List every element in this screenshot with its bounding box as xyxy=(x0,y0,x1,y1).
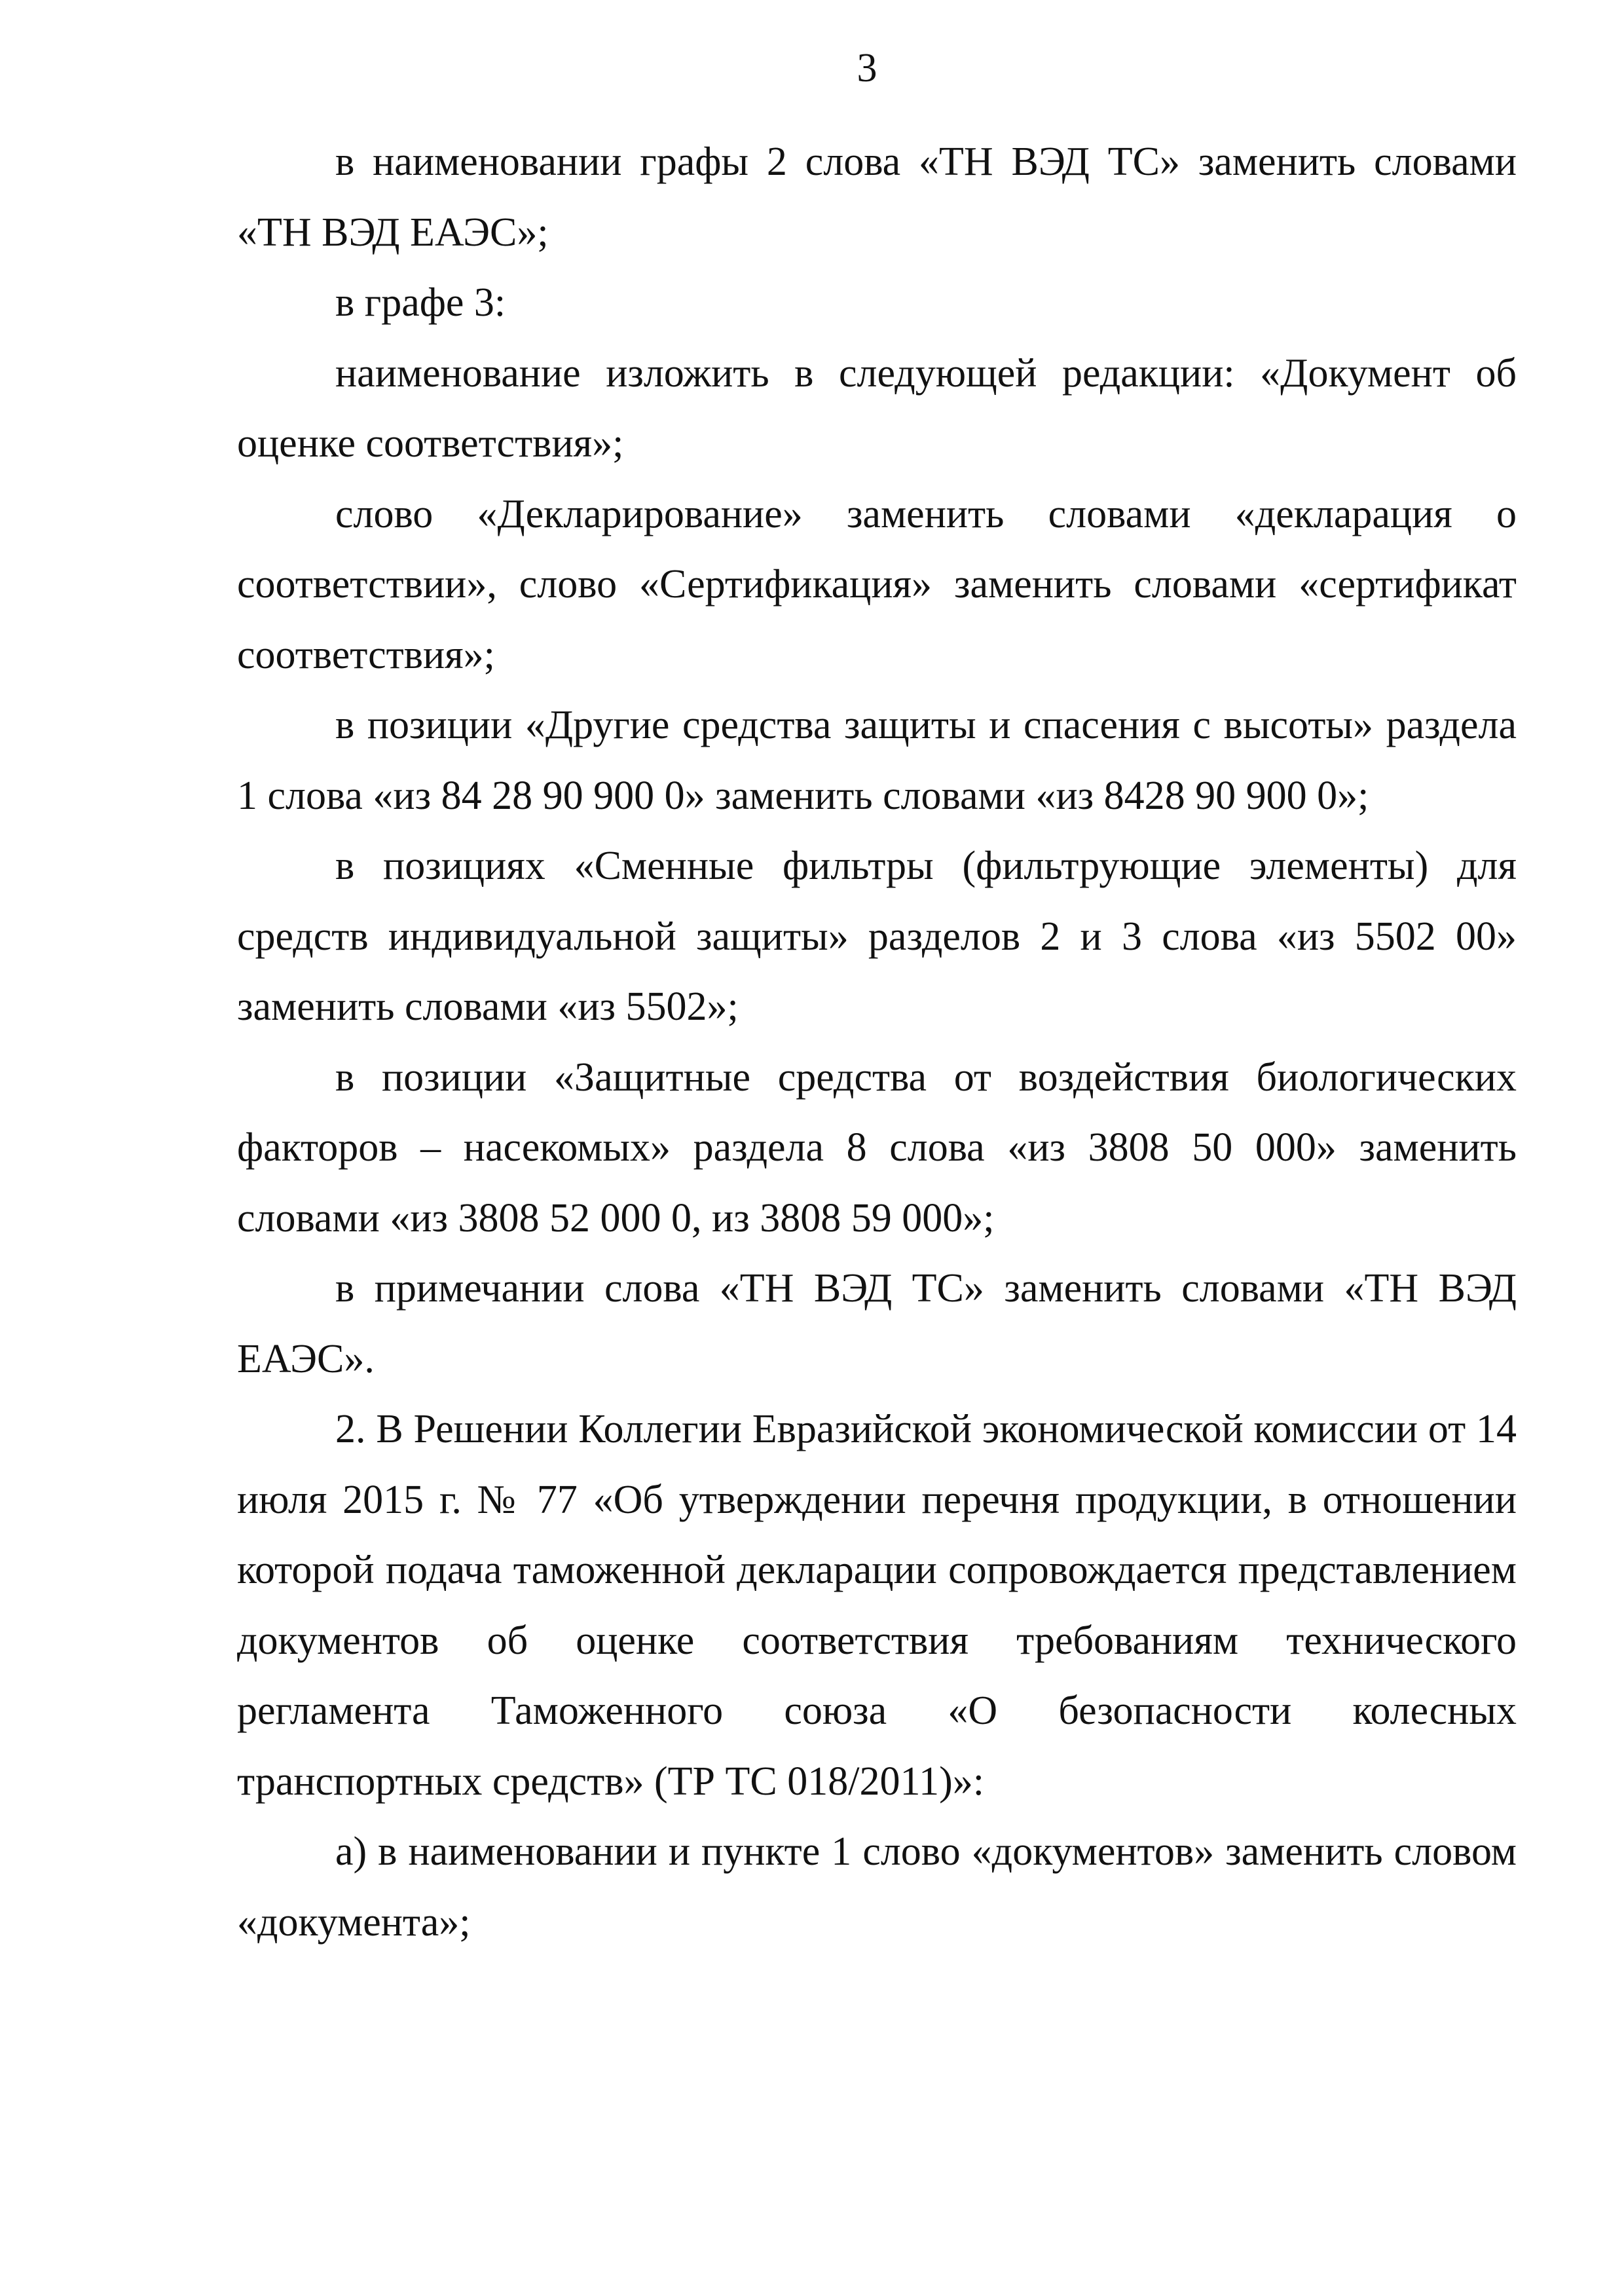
paragraph-insect-protection: в позиции «Защитные средства от воздействия биологических факторов – насекомых» раздела 8 слова «из 3808 50 000» заменить словами «из 3808 52 000 0, из 3808 59 000»; xyxy=(237,1054,1517,1241)
paragraph-note: в примечании слова «ТН ВЭД ТС» заменить словами «ТН ВЭД ЕАЭС». xyxy=(237,1266,1517,1381)
paragraph-height-protection: в позиции «Другие средства защиты и спасения с высоты» раздела 1 слова «из 84 28 90 900 0» заменить словами «из 8428 90 900 0»; xyxy=(237,703,1517,818)
paragraph-item-a: а) в наименовании и пункте 1 слово «документов» заменить словом «документа»; xyxy=(237,1829,1517,1945)
document-body xyxy=(237,127,1517,1958)
paragraph-hs-code-column-2: в наименовании графы 2 слова «ТН ВЭД ТС» заменить словами «ТН ВЭД ЕАЭС»; xyxy=(237,140,1517,255)
paragraph-declaration-certificate: слово «Декларирование» заменить словами «декларация о соответствии», слово «Сертификация» заменить словами «сертификат соответствия»; xyxy=(237,491,1517,677)
paragraph-column-3: в графе 3: xyxy=(335,280,506,325)
page-number: 3 xyxy=(857,46,877,90)
paragraph-title-edit: наименование изложить в следующей редакции: «Документ об оценке соответствия»; xyxy=(237,350,1517,466)
paragraph-replaceable-filters: в позициях «Сменные фильтры (фильтрующие элементы) для средств индивидуальной защиты» разделов 2 и 3 слова «из 5502 00» заменить словами «из 5502»; xyxy=(237,844,1517,1029)
paragraph-decision-77: 2. В Решении Коллегии Евразийской экономической комиссии от 14 июля 2015 г. № 77 «Об утверждении перечня продукции, в отношении которой подача таможенной декларации сопровождается представлением документов об оценке соответствия требованиям технического регламента Таможенного союза «О безопасности колесных транспортных средств» (ТР ТС 018/2011)»: xyxy=(237,1407,1517,1804)
